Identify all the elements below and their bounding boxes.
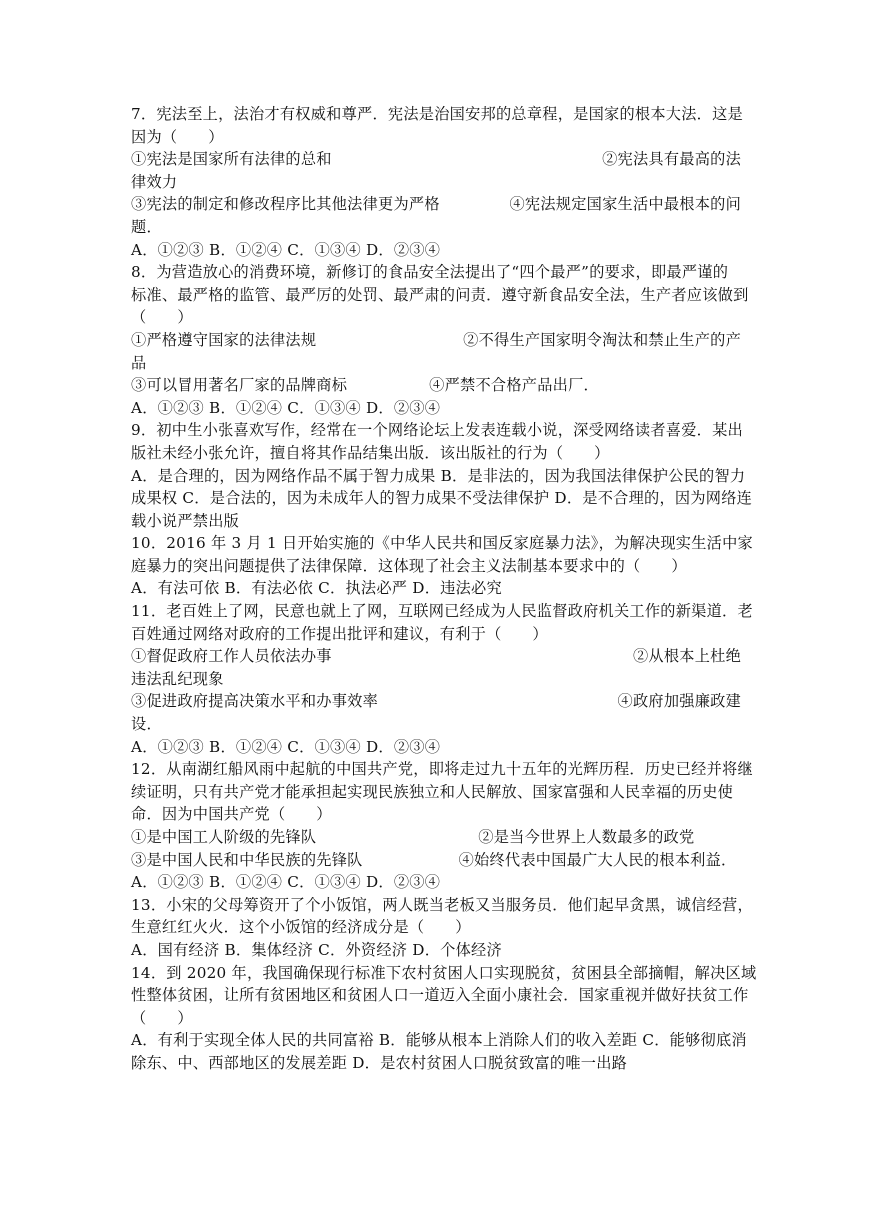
- q8-option-2-cont: 品: [131, 353, 147, 372]
- q11-option-3: ③促进政府提高决策水平和办事效率: [131, 692, 378, 711]
- q12-stem: 续证明，只有共产党才能承担起实现民族独立和人民解放、国家富强和人民幸福的历史使: [131, 782, 734, 801]
- q11-option-row: [131, 645, 741, 668]
- q12-answers: A．①②③ B．①②④ C．①③④ D．②③④: [131, 873, 441, 892]
- q7-option-row: [131, 148, 741, 171]
- q12-option-row: [131, 826, 741, 849]
- q11-option-4: ④政府加强廉政建: [617, 692, 741, 711]
- q7-option-4-cont: 题．: [131, 217, 162, 236]
- q13-stem: 13．小宋的父母筹资开了个小饭馆，两人既当老板又当服务员．他们起早贪黑，诚信经营，: [131, 895, 753, 914]
- q12-option-4: ④始终代表中国最广大人民的根本利益．: [458, 850, 737, 869]
- q10-answers: A．有法可依 B．有法必依 C．执法必严 D．违法必究: [131, 579, 502, 598]
- q14-stem: （ ）: [131, 1008, 193, 1027]
- q14-answers: 除东、中、西部地区的发展差距 D．是农村贫困人口脱贫致富的唯一出路: [131, 1053, 628, 1072]
- question-text-block: [131, 103, 757, 1075]
- q14-stem: 14．到 2020 年，我国确保现行标准下农村贫困人口实现脱贫，贫困县全部摘帽，解决区域: [131, 963, 757, 982]
- q11-option-row: [131, 690, 741, 713]
- q13-stem: 生意红红火火．这个小饭馆的经济成分是（ ）: [131, 918, 471, 937]
- q7-option-3: ③宪法的制定和修改程序比其他法律更为严格: [131, 195, 440, 214]
- q8-option-1: ①严格遵守国家的法律法规: [131, 330, 317, 349]
- q8-option-row: [131, 374, 741, 397]
- q12-option-2: ②是当今世界上人数最多的政党: [478, 828, 695, 846]
- q14-answers: A．有利于实现全体人民的共同富裕 B．能够从根本上消除人们的收入差距 C．能够彻底消: [131, 1031, 747, 1050]
- q9-stem: 版社未经小张允许，擅自将其作品结集出版．该出版社的行为（ ）: [131, 443, 610, 462]
- q10-stem: 10．2016 年 3 月 1 日开始实施的《中华人民共和国反家庭暴力法》，为解决现实生活中家: [131, 534, 753, 553]
- q12-option-1: ①是中国工人阶级的先锋队: [131, 828, 317, 846]
- q11-stem: 百姓通过网络对政府的工作提出批评和建议，有利于（ ）: [131, 624, 548, 643]
- q12-option-row: [131, 849, 741, 872]
- q8-option-3: ③可以冒用著名厂家的品牌商标: [131, 376, 348, 395]
- q12-stem: 命．因为中国共产党（ ）: [131, 805, 332, 824]
- q9-answers: 载小说严禁出版: [131, 511, 240, 530]
- q11-stem: 11．老百姓上了网，民意也就上了网，互联网已经成为人民监督政府机关工作的新渠道．老: [131, 602, 753, 621]
- q9-stem: 9．初中生小张喜欢写作，经常在一个网络论坛上发表连载小说，深受网络读者喜爱．某出: [131, 421, 743, 440]
- q7-option-4: ④宪法规定国家生活中最根本的问: [509, 195, 741, 214]
- q7-answers: A．①②③ B．①②④ C．①③④ D．②③④: [131, 240, 441, 259]
- q8-option-2: ②不得生产国家明令淘汰和禁止生产的产: [463, 330, 741, 349]
- q7-option-2: ②宪法具有最高的法: [602, 150, 741, 169]
- q13-answers: A．国有经济 B．集体经济 C．外资经济 D．个体经济: [131, 940, 502, 959]
- q10-stem: 庭暴力的突出问题提供了法律保障．这体现了社会主义法制基本要求中的（ ）: [131, 556, 687, 575]
- q14-stem: 性整体贫困，让所有贫困地区和贫困人口一道迈入全面小康社会．国家重视并做好扶贫工作: [131, 986, 749, 1005]
- q7-option-row: [131, 193, 741, 216]
- q11-option-2: ②从根本上杜绝: [632, 647, 741, 666]
- q8-option-4: ④严禁不合格产品出厂．: [429, 376, 599, 395]
- q8-stem: 8．为营造放心的消费环境，新修订的食品安全法提出了“四个最严”的要求，即最严谨的: [131, 263, 729, 282]
- q8-stem: （ ）: [131, 308, 193, 327]
- q8-answers: A．①②③ B．①②④ C．①③④ D．②③④: [131, 398, 441, 417]
- q11-answers: A．①②③ B．①②④ C．①③④ D．②③④: [131, 737, 441, 756]
- q9-answers: A．是合理的，因为网络作品不属于智力成果 B．是非法的，因为我国法律保护公民的智力: [131, 466, 746, 485]
- q7-option-2-cont: 律效力: [131, 172, 178, 191]
- q12-option-3: ③是中国人民和中华民族的先锋队: [131, 850, 363, 869]
- q7-stem: 因为（ ）: [131, 127, 224, 146]
- q11-option-2-cont: 违法乱纪现象: [131, 669, 224, 688]
- q8-stem: 标准、最严格的监管、最严厉的处罚、最严肃的问责．遵守新食品安全法，生产者应该做到: [131, 285, 749, 304]
- q11-option-4-cont: 设．: [131, 715, 162, 734]
- q11-option-1: ①督促政府工作人员依法办事: [131, 647, 332, 666]
- q7-stem: 7．宪法至上，法治才有权威和尊严．宪法是治国安邦的总章程，是国家的根本大法．这是: [131, 105, 743, 123]
- q8-option-row: [131, 329, 741, 352]
- q9-answers: 成果权 C．是合法的，因为未成年人的智力成果不受法律保护 D．是不合理的，因为网络连: [131, 489, 753, 508]
- q12-stem: 12．从南湖红船风雨中起航的中国共产党，即将走过九十五年的光辉历程．历史已经并将继: [131, 760, 753, 779]
- q7-option-1: ①宪法是国家所有法律的总和: [131, 150, 332, 169]
